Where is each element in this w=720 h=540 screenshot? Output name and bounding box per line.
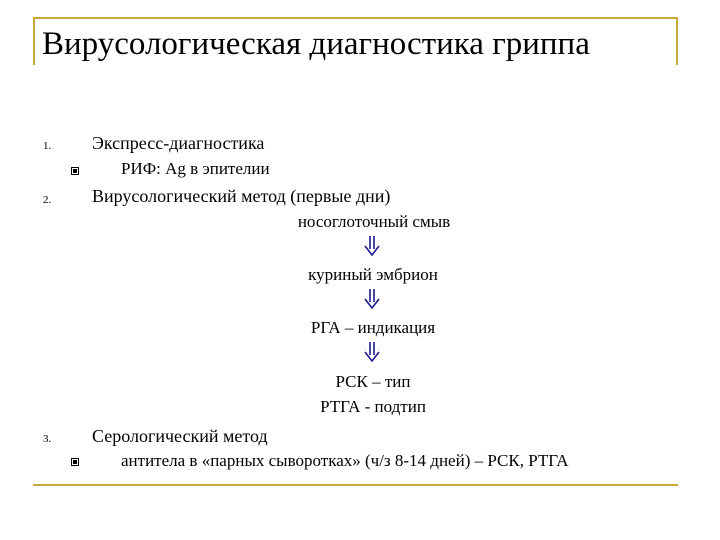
square-bullet-icon [71,167,79,175]
flow-step-2: куриный эмбрион [308,265,438,284]
flow-step-3: РГА – индикация [310,318,436,337]
flow-step-5: РТГА - подтип [320,397,426,416]
double-arrow-down-icon [364,341,380,363]
frame-line-left [33,17,35,65]
item-number-2: 2. [43,194,52,206]
item-text-2: Вирусологический метод (первые дни) [92,186,391,206]
item-sub-3: антитела в «парных сыворотках» (ч/з 8-14 дней) – РСК, РТГА [121,451,569,470]
flow-step-4: РСК – тип [335,372,411,391]
item-number-1: 1. [43,140,52,152]
double-arrow-down-icon [364,288,380,310]
double-arrow-down-icon [364,235,380,257]
frame-line-bottom [33,484,678,486]
item-text-1: Экспресс-диагностика [92,133,265,153]
item-sub-1: РИФ: Ag в эпителии [121,159,270,178]
square-bullet-icon [71,458,79,466]
item-text-3: Серологический метод [92,426,268,446]
frame-line-top [33,17,678,19]
frame-line-right [676,17,678,65]
slide-title: Вирусологическая диагностика гриппа [42,26,590,62]
item-number-3: 3. [43,433,52,445]
flow-step-1: носоглоточный смыв [297,212,451,231]
